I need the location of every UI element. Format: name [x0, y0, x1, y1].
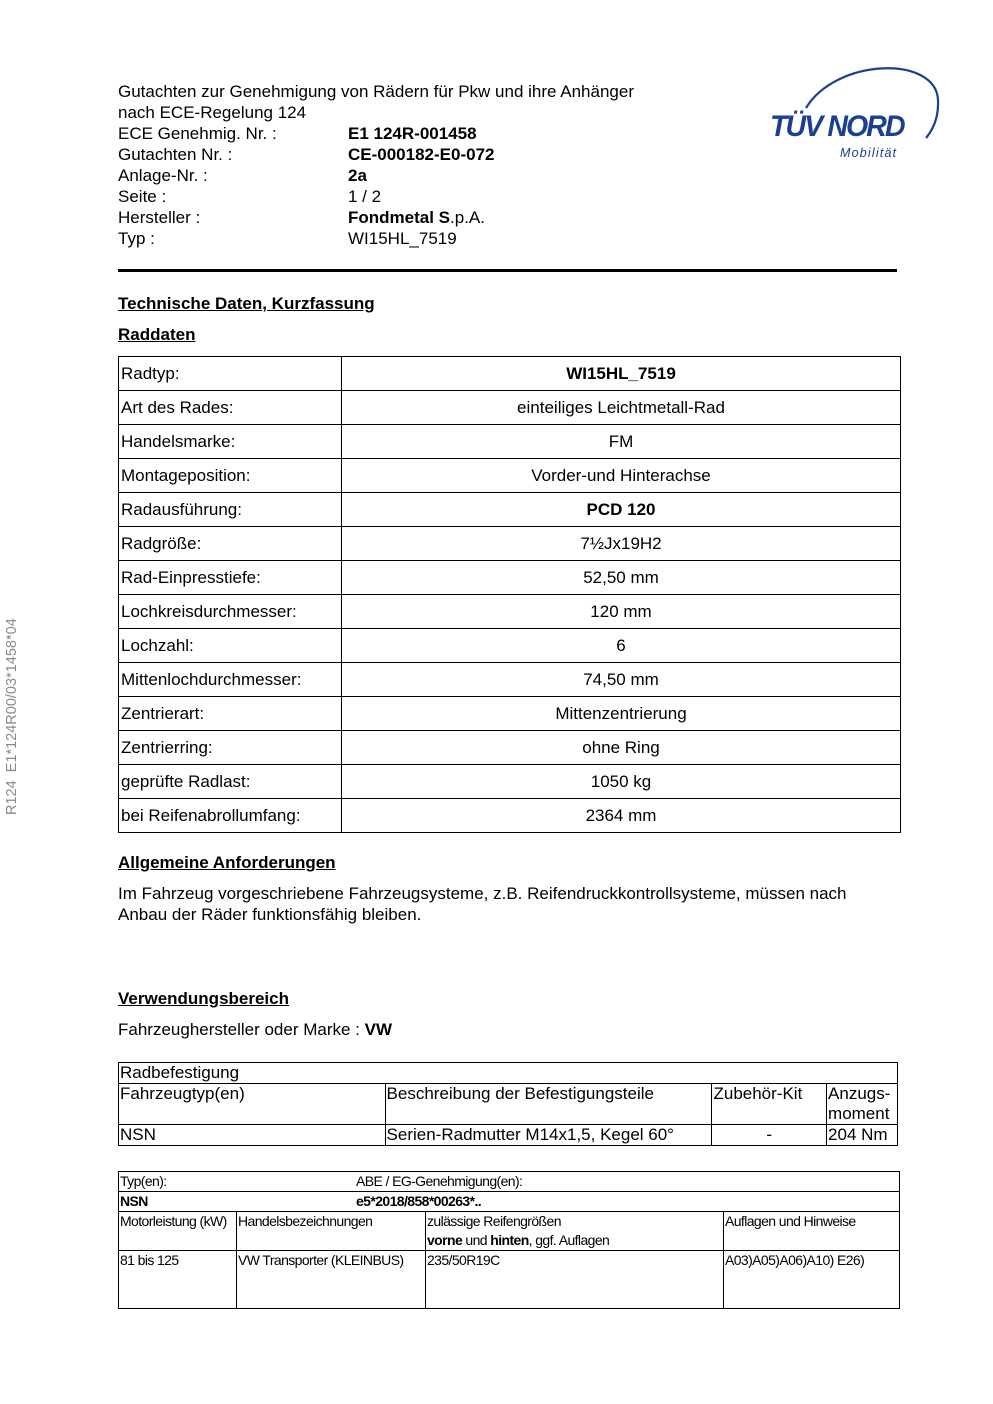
reifen-und: und [462, 1232, 491, 1248]
row-value: 120 mm [342, 595, 901, 629]
header-field-gutachten [118, 144, 634, 165]
table-row [119, 697, 901, 731]
row-key: Lochkreisdurchmesser: [119, 595, 342, 629]
col-header: Anzugs-moment [827, 1084, 898, 1125]
radbefestigung-title: Radbefestigung [119, 1063, 898, 1084]
header-field-seite [118, 186, 634, 207]
table-row [119, 731, 901, 765]
heading-technische-daten: Technische Daten, Kurzfassung [118, 294, 375, 313]
table-row [119, 1125, 898, 1146]
cell-handel: VW Transporter (KLEINBUS) [237, 1251, 426, 1309]
row-key: Montageposition: [119, 459, 342, 493]
row-key: geprüfte Radlast: [119, 765, 342, 799]
allgemeine-text: Im Fahrzeug vorgeschriebene Fahrzeugsysteme, z.B. Reifendruckkontrollsysteme, müssen nach Anbau der Räder funktionsfähig bleiben. [118, 884, 847, 924]
cell: NSN [119, 1125, 386, 1146]
row-key: Radgröße: [119, 527, 342, 561]
table-row [119, 765, 901, 799]
field-value-bold: Fondmetal S [348, 208, 451, 227]
field-value-rest: .p.A. [450, 208, 485, 227]
col-motor: Motorleistung (kW) [119, 1212, 237, 1251]
row-value: 74,50 mm [342, 663, 901, 697]
field-key: Typ : [118, 229, 155, 248]
field-value [348, 207, 485, 228]
abe-value: e5*2018/858*00263*.. [356, 1193, 482, 1209]
row-key: Radausführung: [119, 493, 342, 527]
cell: - [712, 1125, 827, 1146]
cell-auflagen: A03)A05)A06)A10) E26) [724, 1251, 900, 1309]
table-row [119, 459, 901, 493]
col-header: Fahrzeugtyp(en) [119, 1084, 386, 1125]
row-key: Rad-Einpresstiefe: [119, 561, 342, 595]
row-key: Zentrierring: [119, 731, 342, 765]
row-key: Handelsmarke: [119, 425, 342, 459]
col-header: Beschreibung der Befestigungsteile [385, 1084, 712, 1125]
row-value: ohne Ring [342, 731, 901, 765]
typ-label-cell [119, 1172, 900, 1192]
row-key: Art des Rades: [119, 391, 342, 425]
row-value: PCD 120 [342, 493, 901, 527]
row-value: 2364 mm [342, 799, 901, 833]
field-key: ECE Genehmig. Nr. : [118, 124, 277, 143]
reifen-hinten: hinten [490, 1232, 529, 1248]
field-value: 2a [348, 166, 367, 185]
col-reifen-line1: zulässige Reifengrößen [427, 1213, 561, 1229]
row-value: 1050 kg [342, 765, 901, 799]
maker-value: VW [364, 1020, 392, 1039]
field-key: Gutachten Nr. : [118, 145, 233, 164]
radbefestigung-table [118, 1062, 898, 1146]
row-value: FM [342, 425, 901, 459]
typ-value-row [119, 1192, 900, 1212]
raddaten-table [118, 356, 901, 833]
table-row [119, 561, 901, 595]
header-divider [118, 269, 897, 272]
tuv-nord-logo [766, 60, 944, 164]
cell: Serien-Radmutter M14x1,5, Kegel 60° [385, 1125, 712, 1146]
maker-label: Fahrzeughersteller oder Marke : [118, 1020, 365, 1039]
logo-sub: Mobilität [840, 146, 898, 160]
row-value: 7½Jx19H2 [342, 527, 901, 561]
row-key: bei Reifenabrollumfang: [119, 799, 342, 833]
table-row [119, 595, 901, 629]
field-key: Hersteller : [118, 208, 201, 227]
header-field-typ [118, 228, 634, 249]
heading-allgemeine: Allgemeine Anforderungen [118, 853, 336, 872]
heading-verwendungsbereich: Verwendungsbereich [118, 989, 289, 1008]
table-row [119, 357, 901, 391]
row-value: Vorder-und Hinterachse [342, 459, 901, 493]
col-auflagen: Auflagen und Hinweise [724, 1212, 900, 1251]
logo-brand: TÜV NORD [770, 110, 904, 143]
row-value: 52,50 mm [342, 561, 901, 595]
row-value: einteiliges Leichtmetall-Rad [342, 391, 901, 425]
heading-raddaten: Raddaten [118, 325, 196, 344]
table-row [119, 663, 901, 697]
reifen-auflagen: , ggf. Auflagen [528, 1232, 610, 1248]
row-key: Radtyp: [119, 357, 342, 391]
row-value: Mittenzentrierung [342, 697, 901, 731]
typ-label: Typ(en): [120, 1173, 167, 1189]
row-key: Zentrierart: [119, 697, 342, 731]
header-title-line2: nach ECE-Regelung 124 [118, 103, 307, 122]
document-header [118, 81, 634, 249]
typ-columns-row [119, 1212, 900, 1251]
header-field-hersteller [118, 207, 634, 228]
typ-value: NSN [120, 1193, 148, 1209]
table-row [119, 493, 901, 527]
cell: 204 Nm [827, 1125, 898, 1146]
col-reifen-line2 [427, 1231, 722, 1250]
field-key: Seite : [118, 187, 167, 206]
abe-label: ABE / EG-Genehmigung(en): [356, 1173, 523, 1189]
table-row [119, 799, 901, 833]
typ-value-cell [119, 1192, 900, 1212]
header-field-ece [118, 123, 634, 144]
table-row [119, 527, 901, 561]
row-value: WI15HL_7519 [342, 357, 901, 391]
row-key: Lochzahl: [119, 629, 342, 663]
header-field-anlage [118, 165, 634, 186]
reifen-vorne: vorne [427, 1232, 463, 1248]
row-value: 6 [342, 629, 901, 663]
table-title-row [119, 1063, 898, 1084]
cell-reifen: 235/50R19C [426, 1251, 724, 1309]
col-header: Zubehör-Kit [712, 1084, 827, 1125]
header-title-line1: Gutachten zur Genehmigung von Rädern für Pkw und ihre Anhänger [118, 82, 634, 101]
col-reifen [426, 1212, 724, 1251]
col-handel: Handelsbezeichnungen [237, 1212, 426, 1251]
table-row [119, 425, 901, 459]
typ-header-row [119, 1172, 900, 1192]
table-row [119, 391, 901, 425]
row-key: Mittenlochdurchmesser: [119, 663, 342, 697]
fahrzeughersteller [118, 1020, 392, 1040]
table-row [119, 629, 901, 663]
field-value: WI15HL_7519 [348, 229, 457, 248]
field-value: E1 124R-001458 [348, 124, 477, 143]
typ-table [118, 1171, 900, 1309]
field-value: 1 / 2 [348, 187, 382, 206]
table-row [119, 1251, 900, 1309]
table-header-row [119, 1084, 898, 1125]
field-key: Anlage-Nr. : [118, 166, 208, 185]
side-reference-text: R124 E1*124R00/03*1458*04 [4, 618, 20, 815]
cell-motor: 81 bis 125 [119, 1251, 237, 1309]
field-value: CE-000182-E0-072 [348, 145, 495, 164]
